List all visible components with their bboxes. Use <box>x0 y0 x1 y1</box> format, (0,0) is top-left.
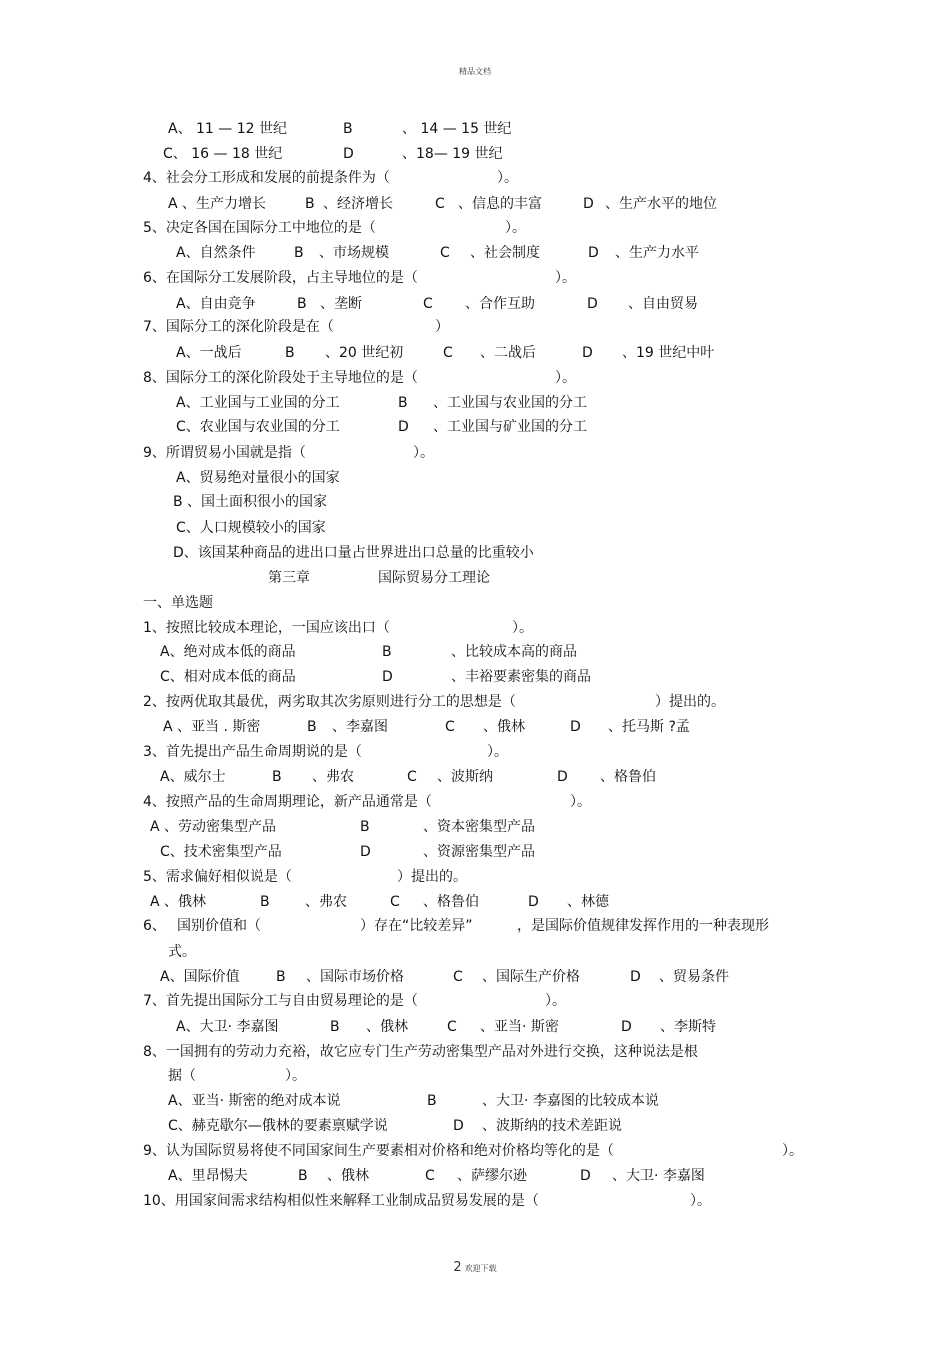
text-segment: D <box>583 196 594 212</box>
text-line <box>0 1165 950 1187</box>
text-segment: 、萨缪尔逊 <box>457 1168 527 1184</box>
text-segment: 、比较成本高的商品 <box>451 644 577 660</box>
text-segment: A、威尔士 <box>160 769 226 785</box>
text-line <box>0 766 950 788</box>
text-segment: 、格鲁伯 <box>600 769 656 785</box>
text-segment: 、林德 <box>567 894 609 910</box>
text-segment: 、大卫· 李嘉图 <box>612 1168 705 1184</box>
text-segment: 6、在国际分工发展阶段，占主导地位的是（ <box>143 270 418 286</box>
text-line <box>0 1041 950 1063</box>
text-segment: A 、俄林 <box>150 894 207 910</box>
text-segment: B <box>382 644 392 660</box>
text-segment: D <box>343 146 354 162</box>
text-segment: B <box>343 121 353 137</box>
text-segment: 、工业国与农业国的分工 <box>433 395 587 411</box>
text-segment: ）。 <box>555 270 576 286</box>
text-segment: C <box>435 196 445 212</box>
text-line <box>0 1065 950 1087</box>
text-segment: ）。 <box>570 794 591 810</box>
text-segment: B <box>297 296 307 312</box>
text-line <box>0 442 950 464</box>
text-line <box>0 118 950 140</box>
text-segment: 3、首先提出产品生命周期说的是（ <box>143 744 362 760</box>
text-segment: ）。 <box>782 1143 803 1159</box>
text-line <box>0 741 950 763</box>
text-segment: ）。 <box>487 744 508 760</box>
text-segment: D <box>528 894 539 910</box>
text-segment: 、格鲁伯 <box>423 894 479 910</box>
text-segment: C、相对成本低的商品 <box>160 669 296 685</box>
text-segment: 、资本密集型产品 <box>423 819 535 835</box>
text-segment: 、丰裕要素密集的商品 <box>451 669 591 685</box>
text-segment: 、托马斯 ?孟 <box>608 719 690 735</box>
text-line <box>0 567 950 589</box>
text-segment: C <box>425 1168 435 1184</box>
text-segment: 据（ <box>168 1068 196 1084</box>
text-segment: B <box>305 196 315 212</box>
text-segment: B <box>307 719 317 735</box>
text-segment: C <box>440 245 450 261</box>
text-line <box>0 841 950 863</box>
text-segment: C <box>453 969 463 985</box>
text-segment: 式。 <box>168 944 196 960</box>
text-segment: B <box>298 1168 308 1184</box>
text-segment: 6、 <box>143 918 166 934</box>
text-segment: 、生产力水平 <box>615 245 699 261</box>
text-line <box>0 891 950 913</box>
text-segment: C、 16 — 18 世纪 <box>163 146 283 162</box>
text-line <box>0 293 950 315</box>
text-segment: 1、按照比较成本理论，一国应该出口（ <box>143 620 390 636</box>
text-segment: ）存在“比较差异” <box>360 918 473 934</box>
text-segment: 、波斯纳的技术差距说 <box>482 1118 622 1134</box>
text-segment: A、亚当· 斯密的绝对成本说 <box>168 1093 341 1109</box>
text-line <box>0 617 950 639</box>
footer-text: 欢迎下载 <box>464 1264 497 1273</box>
text-segment: B <box>260 894 270 910</box>
text-line <box>0 915 950 937</box>
text-segment: A、工业国与工业国的分工 <box>176 395 340 411</box>
text-segment: 、19 世纪中叶 <box>622 345 715 361</box>
text-segment: D <box>398 419 409 435</box>
text-segment: B <box>427 1093 437 1109</box>
page-footer <box>0 1260 950 1275</box>
text-segment: ）。 <box>497 170 518 186</box>
text-line <box>0 416 950 438</box>
text-segment: B <box>294 245 304 261</box>
text-line <box>0 491 950 513</box>
text-segment: 4、社会分工形成和发展的前提条件为（ <box>143 170 390 186</box>
text-segment: 、弗农 <box>305 894 347 910</box>
text-segment: 、合作互助 <box>465 296 535 312</box>
text-line <box>0 1090 950 1112</box>
text-segment: ）。 <box>285 1068 306 1084</box>
text-segment: C <box>390 894 400 910</box>
text-segment: A、自然条件 <box>176 245 256 261</box>
text-segment: 、20 世纪初 <box>325 345 404 361</box>
text-segment: 、社会制度 <box>470 245 540 261</box>
text-segment: 、俄林 <box>327 1168 369 1184</box>
text-segment: 8、一国拥有的劳动力充裕，故它应专门生产劳动密集型产品对外进行交换，这种说法是根 <box>143 1044 698 1060</box>
text-line <box>0 816 950 838</box>
text-line <box>0 791 950 813</box>
text-segment: C、人口规模较小的国家 <box>176 520 326 536</box>
text-segment: 、自由贸易 <box>628 296 698 312</box>
text-segment: 9、认为国际贸易将使不同国家间生产要素相对价格和绝对价格均等化的是（ <box>143 1143 614 1159</box>
text-segment: 、亚当· 斯密 <box>480 1019 559 1035</box>
text-segment: A、自由竞争 <box>176 296 256 312</box>
text-segment: C <box>447 1019 457 1035</box>
text-segment: C <box>423 296 433 312</box>
text-line <box>0 517 950 539</box>
text-segment: 、资源密集型产品 <box>423 844 535 860</box>
text-segment: 国别价值和（ <box>177 918 261 934</box>
text-segment: A、一战后 <box>176 345 242 361</box>
text-line <box>0 592 950 614</box>
text-segment: D <box>360 844 371 860</box>
text-segment: A、 11 — 12 世纪 <box>168 121 288 137</box>
text-line <box>0 1140 950 1162</box>
text-line <box>0 267 950 289</box>
text-segment: C、技术密集型产品 <box>160 844 282 860</box>
text-segment: 、国际生产价格 <box>482 969 580 985</box>
text-segment: 7、国际分工的深化阶段是在（ <box>143 319 334 335</box>
text-segment: ）提出的。 <box>397 869 467 885</box>
text-segment: 、李斯特 <box>660 1019 716 1035</box>
text-segment: ）。 <box>512 620 533 636</box>
text-segment: A 、劳动密集型产品 <box>150 819 277 835</box>
text-segment: ）。 <box>413 445 434 461</box>
text-segment: 、二战后 <box>480 345 536 361</box>
text-line <box>0 242 950 264</box>
text-segment: D <box>570 719 581 735</box>
text-line <box>0 392 950 414</box>
text-line <box>0 966 950 988</box>
text-line <box>0 990 950 1012</box>
text-segment: D <box>382 669 393 685</box>
text-line <box>0 691 950 713</box>
text-segment: A 、生产力增长 <box>168 196 267 212</box>
text-segment: 、俄林 <box>366 1019 408 1035</box>
text-line <box>0 367 950 389</box>
text-segment: 4、按照产品的生命周期理论，新产品通常是（ <box>143 794 432 810</box>
text-segment: 、国际市场价格 <box>306 969 404 985</box>
text-line <box>0 542 950 564</box>
text-segment: 、俄林 <box>483 719 525 735</box>
text-segment: 、工业国与矿业国的分工 <box>433 419 587 435</box>
text-segment: B 、国土面积很小的国家 <box>173 494 328 510</box>
text-segment: B <box>276 969 286 985</box>
text-segment: 国际贸易分工理论 <box>378 570 490 586</box>
text-segment: D <box>582 345 593 361</box>
text-segment: 、 14 — 15 世纪 <box>402 121 512 137</box>
text-segment: 5、决定各国在国际分工中地位的是（ <box>143 220 376 236</box>
text-segment: D <box>580 1168 591 1184</box>
text-segment: D <box>453 1118 464 1134</box>
text-segment: C、农业国与农业国的分工 <box>176 419 340 435</box>
text-segment: A、里昂惕夫 <box>168 1168 248 1184</box>
text-segment: 、生产水平的地位 <box>605 196 717 212</box>
text-segment: ）。 <box>690 1193 711 1209</box>
text-line <box>0 467 950 489</box>
text-segment: 2、按两优取其最优，两劣取其次劣原则进行分工的思想是（ <box>143 694 516 710</box>
text-segment: 、18— 19 世纪 <box>402 146 503 162</box>
text-segment: ）提出的。 <box>655 694 725 710</box>
text-segment: 、市场规模 <box>319 245 389 261</box>
text-segment: 、波斯纳 <box>437 769 493 785</box>
text-segment: ，是国际价值规律发挥作用的一种表现形 <box>517 918 769 934</box>
text-line <box>0 716 950 738</box>
text-line <box>0 641 950 663</box>
text-segment: ） <box>435 319 449 335</box>
text-segment: B <box>272 769 282 785</box>
text-segment: ）。 <box>505 220 526 236</box>
text-segment: 、经济增长 <box>323 196 393 212</box>
text-segment: C <box>443 345 453 361</box>
text-line <box>0 1115 950 1137</box>
text-line <box>0 316 950 338</box>
text-segment: B <box>360 819 370 835</box>
text-segment: D、该国某种商品的进出口量占世界进出口总量的比重较小 <box>173 545 534 561</box>
text-segment: D <box>621 1019 632 1035</box>
text-segment: 8、国际分工的深化阶段处于主导地位的是（ <box>143 370 418 386</box>
text-segment: D <box>630 969 641 985</box>
text-line <box>0 941 950 963</box>
text-segment: 、贸易条件 <box>659 969 729 985</box>
text-segment: 一、单选题 <box>143 595 213 611</box>
text-segment: D <box>557 769 568 785</box>
text-line <box>0 666 950 688</box>
text-segment: 第三章 <box>268 570 310 586</box>
text-segment: A、贸易绝对量很小的国家 <box>176 470 340 486</box>
text-segment: 、李嘉图 <box>332 719 388 735</box>
text-segment: A、国际价值 <box>160 969 240 985</box>
text-segment: ）。 <box>545 993 566 1009</box>
text-segment: 7、首先提出国际分工与自由贸易理论的是（ <box>143 993 418 1009</box>
text-segment: C <box>407 769 417 785</box>
text-segment: D <box>588 245 599 261</box>
text-segment: B <box>398 395 408 411</box>
text-line <box>0 866 950 888</box>
text-segment: C、赫克歇尔—俄林的要素禀赋学说 <box>168 1118 388 1134</box>
text-segment: 10、用国家间需求结构相似性来解释工业制成品贸易发展的是（ <box>143 1193 539 1209</box>
text-line <box>0 1016 950 1038</box>
text-line <box>0 143 950 165</box>
text-segment: 、垄断 <box>320 296 362 312</box>
text-segment: A、大卫· 李嘉图 <box>176 1019 279 1035</box>
page-number: 2 <box>453 1260 462 1275</box>
text-line <box>0 167 950 189</box>
text-segment: 5、需求偏好相似说是（ <box>143 869 292 885</box>
text-segment: D <box>587 296 598 312</box>
text-segment: C <box>445 719 455 735</box>
text-segment: 、大卫· 李嘉图的比较成本说 <box>482 1093 659 1109</box>
text-segment: 、弗农 <box>312 769 354 785</box>
text-segment: 、信息的丰富 <box>458 196 542 212</box>
page-header: 精品文档 <box>459 67 491 76</box>
text-segment: A 、亚当 . 斯密 <box>163 719 261 735</box>
text-line <box>0 342 950 364</box>
text-segment: A、绝对成本低的商品 <box>160 644 296 660</box>
text-line <box>0 217 950 239</box>
text-line <box>0 1190 950 1212</box>
text-segment: ）。 <box>555 370 576 386</box>
text-segment: B <box>330 1019 340 1035</box>
text-line <box>0 193 950 215</box>
text-segment: B <box>285 345 295 361</box>
text-segment: 9、所谓贸易小国就是指（ <box>143 445 306 461</box>
